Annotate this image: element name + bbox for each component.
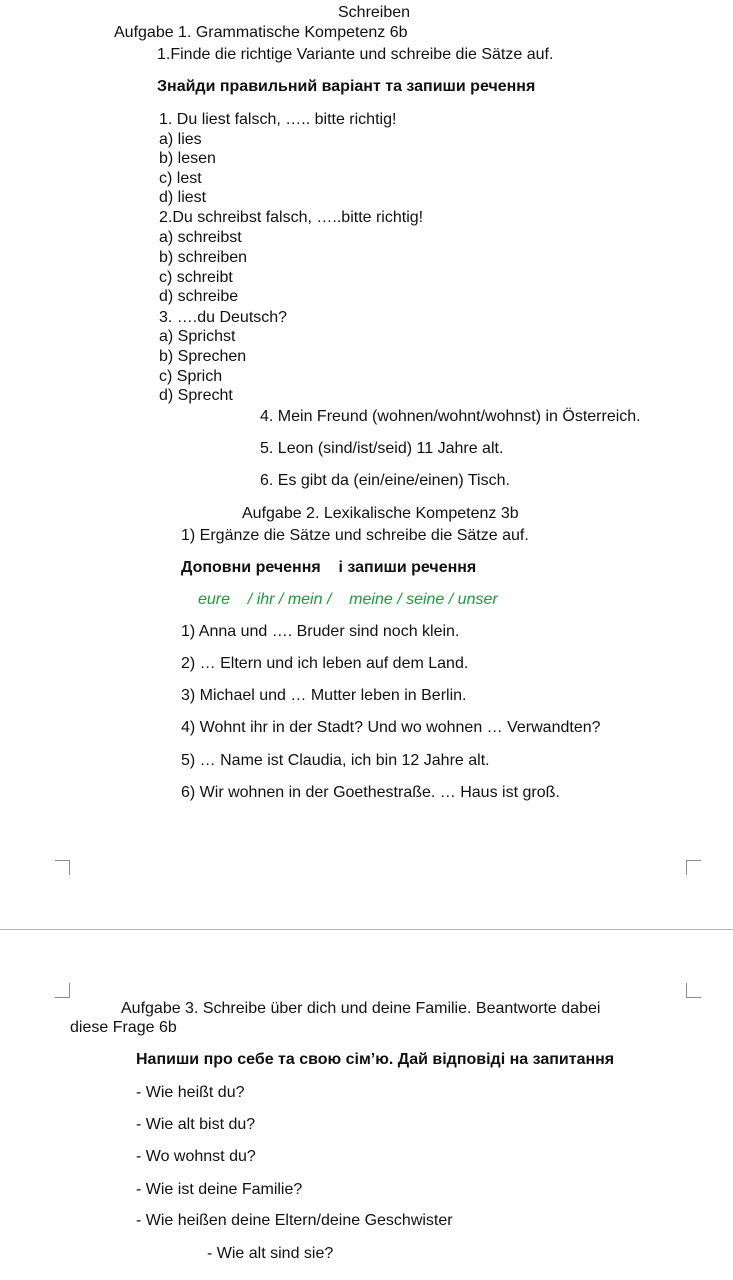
task-2-word-bank: eure / ihr / mein / meine / seine / unser	[198, 591, 498, 608]
task-1-instruction-uk: Знайди правильний варіант та запиши речення	[157, 78, 536, 95]
question-item: - Wie heißen deine Eltern/deine Geschwister	[136, 1212, 453, 1229]
exercise-line: c) lest	[159, 170, 202, 187]
exercise-line: 3) Michael und … Mutter leben in Berlin.	[181, 687, 467, 704]
exercise-line: c) Sprich	[159, 368, 223, 385]
exercise-line: 6) Wir wohnen in der Goethestraße. … Haus ist groß.	[181, 784, 560, 801]
task-3-heading-continued: diese Frage 6b	[70, 1019, 177, 1036]
crop-mark	[686, 983, 701, 998]
task-2-heading: Aufgabe 2. Lexikalische Kompetenz 3b	[242, 505, 519, 522]
task-3-instruction-uk: Напиши про себе та свою сім’ю. Дай відповіді на запитання	[136, 1051, 615, 1068]
exercise-line: d) schreibe	[159, 288, 239, 305]
question-item: - Wo wohnst du?	[136, 1148, 256, 1165]
exercise-line: a) Sprichst	[159, 328, 236, 345]
exercise-line: 2.Du schreibst falsch, …..bitte richtig!	[159, 209, 424, 226]
exercise-line: a) lies	[159, 131, 202, 148]
task-3-heading: Aufgabe 3. Schreibe über dich und deine Familie. Beantworte dabei	[121, 1000, 601, 1017]
exercise-line: 1. Du liest falsch, ….. bitte richtig!	[159, 111, 397, 128]
exercise-line: b) lesen	[159, 150, 216, 167]
exercise-line: 6. Es gibt da (ein/eine/einen) Tisch.	[260, 472, 510, 489]
task-2-instruction-uk: Доповни речення і запиши речення	[181, 559, 477, 576]
question-item: - Wie ist deine Familie?	[136, 1181, 303, 1198]
exercise-line: a) schreibst	[159, 229, 242, 246]
exercise-line: d) Sprecht	[159, 387, 233, 404]
exercise-line: 3. ….du Deutsch?	[159, 309, 288, 326]
question-item: - Wie alt sind sie?	[207, 1245, 334, 1262]
task-2-instruction-de: 1) Ergänze die Sätze und schreibe die Sätze auf.	[181, 527, 529, 544]
exercise-line: 5. Leon (sind/ist/seid) 11 Jahre alt.	[260, 440, 504, 457]
exercise-line: d) liest	[159, 189, 207, 206]
exercise-line: b) schreiben	[159, 249, 248, 266]
document-title: Schreiben	[338, 4, 411, 21]
crop-mark	[686, 860, 701, 875]
exercise-line: 4) Wohnt ihr in der Stadt? Und wo wohnen … Verwandten?	[181, 719, 601, 736]
exercise-line: 4. Mein Freund (wohnen/wohnt/wohnst) in Österreich.	[260, 408, 641, 425]
exercise-line: b) Sprechen	[159, 348, 247, 365]
page-divider	[0, 929, 733, 930]
exercise-line: c) schreibt	[159, 269, 233, 286]
exercise-line: 5) … Name ist Claudia, ich bin 12 Jahre alt.	[181, 752, 490, 769]
exercise-line: 1) Anna und …. Bruder sind noch klein.	[181, 623, 460, 640]
crop-mark	[55, 860, 70, 875]
exercise-line: 2) … Eltern und ich leben auf dem Land.	[181, 655, 469, 672]
task-1-instruction-de: 1.Finde die richtige Variante und schreibe die Sätze auf.	[157, 46, 554, 63]
question-item: - Wie heißt du?	[136, 1084, 245, 1101]
crop-mark	[55, 983, 70, 998]
task-1-heading: Aufgabe 1. Grammatische Kompetenz 6b	[114, 24, 408, 41]
question-item: - Wie alt bist du?	[136, 1116, 256, 1133]
